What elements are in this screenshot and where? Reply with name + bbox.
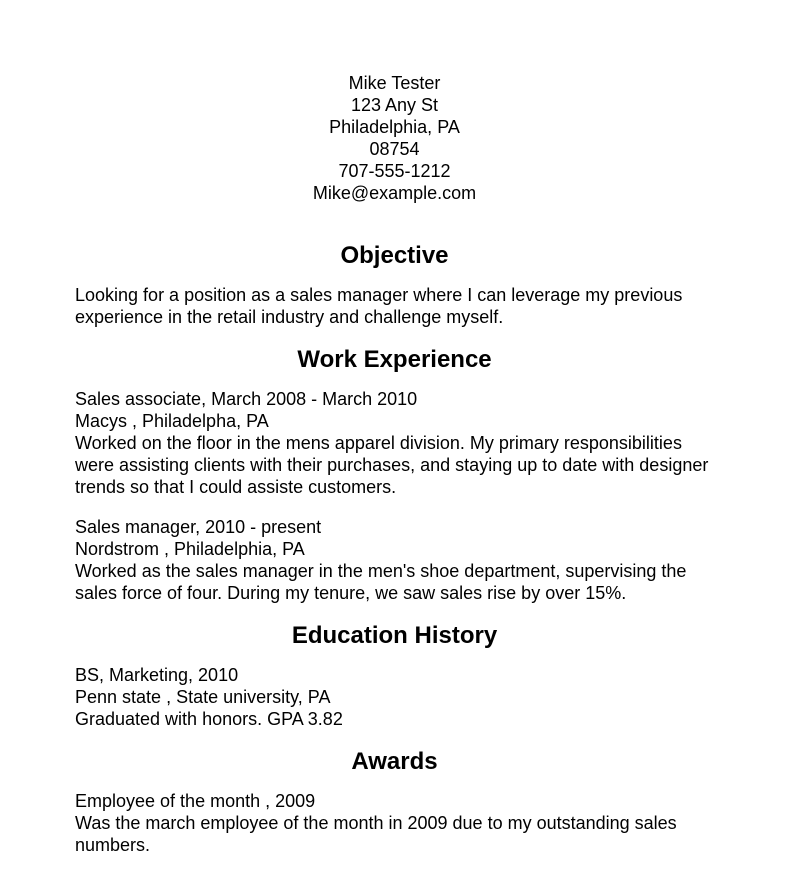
- section-objective: [75, 242, 714, 328]
- education-degree: BS, Marketing, 2010: [75, 665, 239, 685]
- job-description: Worked on the floor in the mens apparel division. My primary responsibilities were assisting clients with their purchases, and staying up to date with designer trends so that I could assiste customers.: [75, 433, 709, 497]
- work-experience-heading: Work Experience: [297, 346, 492, 373]
- objective-text: Looking for a position as a sales manager where I can leverage my previous experience in the retail industry and challenge myself.: [75, 285, 683, 327]
- contact-street: 123 Any St: [350, 95, 439, 115]
- award-entry: [75, 790, 714, 856]
- section-education: [75, 622, 714, 730]
- job-description: Worked as the sales manager in the men's shoe department, supervising the sales force of four. During my tenure, we saw sales rise by over 15%.: [75, 561, 687, 603]
- job-entry: [75, 516, 714, 604]
- education-notes: Graduated with honors. GPA 3.82: [75, 709, 343, 729]
- job-title-dates: Sales manager, 2010 - present: [75, 517, 322, 537]
- contact-zip: 08754: [369, 139, 420, 159]
- education-school-location: Penn state , State university, PA: [75, 687, 331, 707]
- education-entry: [75, 664, 714, 730]
- education-heading: Education History: [291, 622, 498, 649]
- contact-city-state: Philadelphia, PA: [329, 117, 460, 137]
- job-employer-location: Nordstrom , Philadelphia, PA: [75, 539, 305, 559]
- contact-name: Mike Tester: [348, 73, 441, 93]
- awards-heading: Awards: [351, 748, 438, 775]
- award-title: Employee of the month , 2009: [75, 791, 316, 811]
- section-awards: [75, 748, 714, 856]
- job-employer-location: Macys , Philadelpha, PA: [75, 411, 269, 431]
- section-work-experience: [75, 346, 714, 604]
- contact-email: Mike@example.com: [312, 183, 477, 203]
- contact-block: [75, 72, 714, 204]
- objective-heading: Objective: [340, 242, 449, 269]
- job-entry: [75, 388, 714, 498]
- award-description: Was the march employee of the month in 2009 due to my outstanding sales numbers.: [75, 813, 677, 855]
- contact-phone: 707-555-1212: [338, 161, 451, 181]
- job-title-dates: Sales associate, March 2008 - March 2010: [75, 389, 418, 409]
